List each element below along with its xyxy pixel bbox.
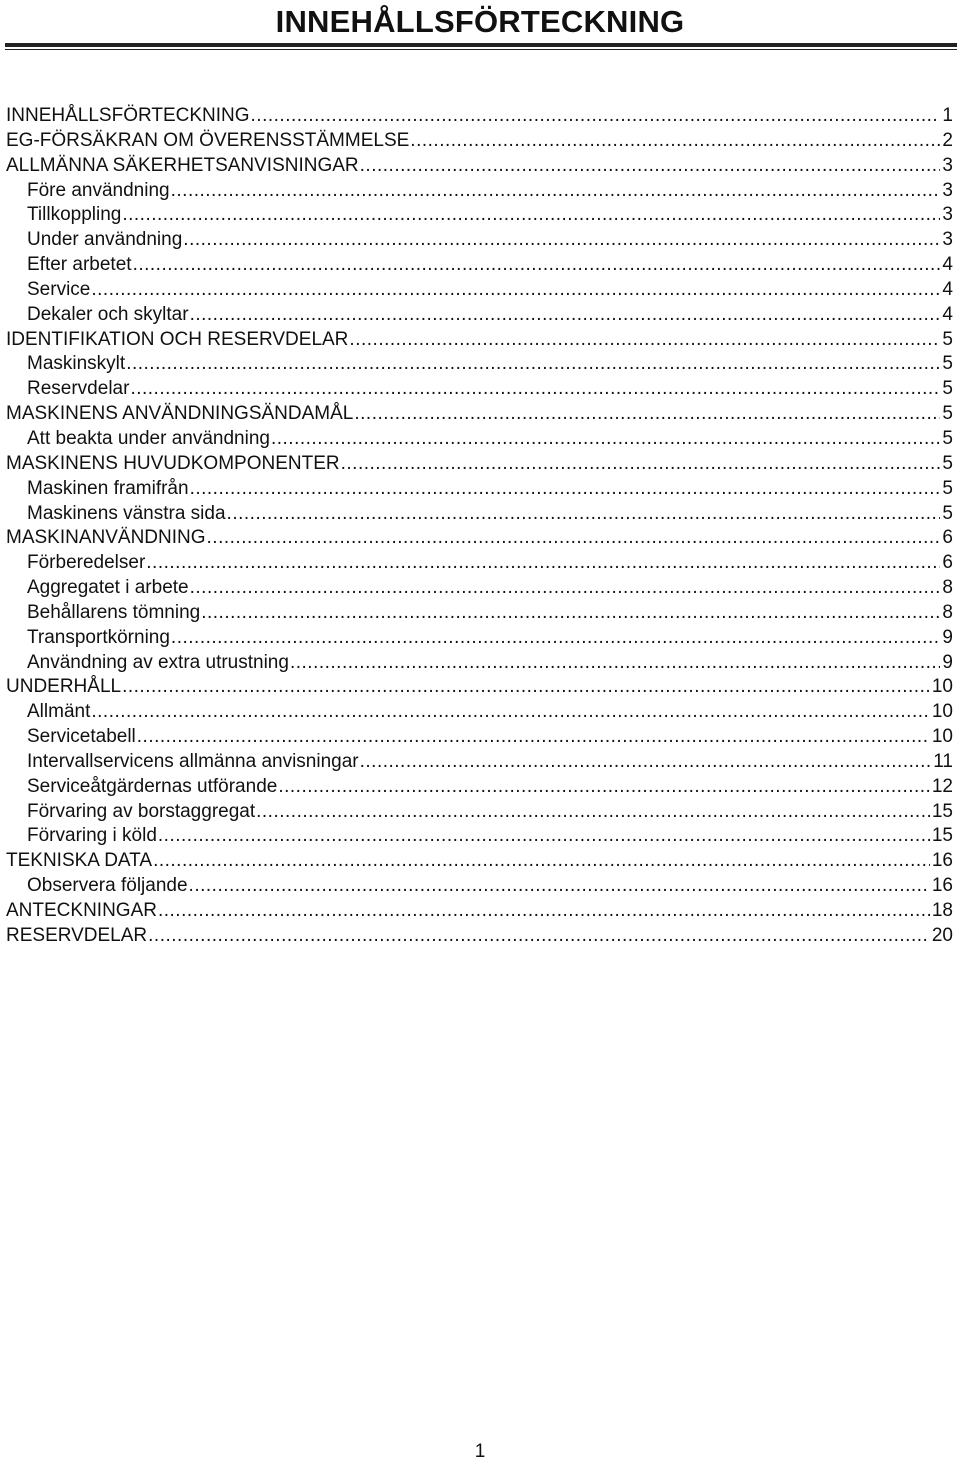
toc-entry[interactable] [6,502,953,527]
toc-entry-page: 5 [942,378,953,400]
toc-dot-leader [227,502,941,527]
toc-entry[interactable] [6,303,953,328]
toc-dot-leader [349,328,940,353]
toc-entry[interactable] [6,278,953,303]
toc-dot-leader [133,253,941,278]
toc-entry[interactable] [6,651,953,676]
toc-entry[interactable] [6,203,953,228]
toc-entry-label: ANTECKNINGAR [6,900,157,921]
toc-entry-label: Behållarens tömning [27,601,201,623]
title-divider [5,43,957,50]
toc-dot-leader [251,104,941,129]
toc-entry-label: Observera följande [27,875,188,897]
toc-entry-label: Förvaring i köld [27,825,157,847]
toc-entry-label: Användning av extra utrustning [27,651,289,673]
toc-entry-page: 5 [942,502,953,524]
toc-entry[interactable] [6,775,953,800]
table-of-contents [6,104,953,949]
toc-entry-page: 3 [942,204,953,226]
toc-dot-leader [122,675,930,700]
toc-entry-page: 9 [942,651,953,673]
toc-entry-page: 3 [942,154,953,176]
toc-entry[interactable] [6,700,953,725]
toc-entry[interactable] [6,477,953,502]
toc-entry-page: 9 [942,626,953,648]
toc-entry-label: MASKINANVÄNDNING [6,527,206,549]
toc-entry-page: 8 [942,577,953,599]
toc-dot-leader [207,526,941,551]
toc-entry[interactable] [6,800,953,825]
toc-entry-page: 15 [931,800,953,822]
toc-entry[interactable] [6,750,953,775]
toc-entry-page: 18 [931,900,953,921]
toc-entry[interactable] [6,626,953,651]
toc-dot-leader [410,129,940,154]
toc-entry[interactable] [6,576,953,601]
toc-entry[interactable] [6,328,953,353]
toc-entry-label: Dekaler och skyltar [27,303,189,325]
toc-entry-page: 5 [942,353,953,375]
toc-dot-leader [146,551,940,576]
toc-entry-label: Reservdelar [27,378,130,400]
toc-dot-leader [190,576,941,601]
toc-entry-page: 1 [942,105,953,126]
toc-entry-label: ALLMÄNNA SÄKERHETSANVISNINGAR [6,154,359,176]
toc-entry-label: Service [27,278,91,300]
toc-dot-leader [171,626,941,651]
toc-entry-label: TEKNISKA DATA [6,850,153,872]
toc-entry[interactable] [6,253,953,278]
toc-dot-leader [360,154,941,179]
toc-dot-leader [122,203,940,228]
toc-entry-label: Maskinskylt [27,353,126,375]
toc-entry-label: Under användning [27,229,183,251]
toc-entry-page: 5 [942,403,953,425]
toc-entry-label: Förberedelser [27,552,146,574]
toc-entry-label: EG-FÖRSÄKRAN OM ÖVERENSSTÄMMELSE [6,129,410,151]
toc-entry-label: Efter arbetet [27,254,132,276]
toc-entry[interactable] [6,377,953,402]
toc-dot-leader [271,427,940,452]
toc-entry-label: Servicetabell [27,726,136,748]
toc-entry-page: 5 [942,477,953,499]
toc-dot-leader [183,228,940,253]
toc-entry[interactable] [6,427,953,452]
toc-entry[interactable] [6,824,953,849]
toc-dot-leader [290,651,940,676]
toc-entry-page: 16 [931,850,953,872]
toc-entry-label: UNDERHÅLL [6,676,122,698]
toc-entry-label: Intervallservicens allmänna anvisningar [27,750,359,772]
toc-entry-page: 5 [942,427,953,449]
toc-entry-page: 12 [931,775,953,797]
toc-entry-label: MASKINENS HUVUDKOMPONENTER [6,452,340,474]
toc-entry[interactable] [6,154,953,179]
toc-dot-leader [130,377,940,402]
toc-entry-page: 4 [942,254,953,276]
toc-entry-label: Förvaring av borstaggregat [27,800,256,822]
page-number: 1 [474,1441,486,1462]
toc-dot-leader [354,402,940,427]
toc-entry-page: 2 [942,129,953,151]
toc-entry[interactable] [6,675,953,700]
toc-entry-page: 16 [931,875,953,897]
toc-dot-leader [158,824,930,849]
toc-entry[interactable] [6,899,953,924]
toc-entry-page: 11 [933,750,953,772]
toc-dot-leader [360,750,932,775]
toc-entry-label: MASKINENS ANVÄNDNINGSÄNDAMÅL [6,403,354,425]
toc-entry[interactable] [6,228,953,253]
toc-entry[interactable] [6,402,953,427]
toc-entry-page: 15 [931,825,953,847]
toc-entry-label: Allmänt [27,701,91,723]
toc-entry-label: Transportkörning [27,626,170,648]
toc-entry-label: Tillkoppling [27,204,122,226]
toc-dot-leader [201,601,940,626]
toc-dot-leader [256,800,930,825]
toc-entry-label: RESERVDELAR [6,924,148,946]
toc-entry[interactable] [6,129,953,154]
toc-entry-page: 3 [942,179,953,201]
page-title: INNEHÅLLSFÖRTECKNING [275,4,685,39]
toc-entry-label: Att beakta under användning [27,427,270,449]
toc-dot-leader [158,899,930,924]
toc-entry[interactable] [6,104,953,129]
toc-entry-label: Maskinens vänstra sida [27,502,226,524]
toc-dot-leader [153,849,930,874]
toc-dot-leader [190,477,941,502]
toc-entry[interactable] [6,179,953,204]
toc-entry-page: 6 [942,527,953,549]
toc-entry-label: Före användning [27,179,170,201]
toc-entry[interactable] [6,526,953,551]
toc-dot-leader [190,303,941,328]
toc-dot-leader [91,700,930,725]
toc-dot-leader [91,278,940,303]
toc-entry-label: Aggregatet i arbete [27,577,189,599]
toc-entry[interactable] [6,874,953,899]
toc-entry[interactable] [6,849,953,874]
toc-entry-page: 10 [931,676,953,698]
toc-entry[interactable] [6,601,953,626]
toc-dot-leader [189,874,930,899]
toc-entry[interactable] [6,725,953,750]
toc-dot-leader [171,179,941,204]
toc-entry-page: 5 [942,328,953,350]
toc-entry-page: 8 [942,601,953,623]
toc-entry-label: IDENTIFIKATION OCH RESERVDELAR [6,328,349,350]
toc-dot-leader [148,924,930,949]
toc-entry-page: 5 [942,452,953,474]
toc-dot-leader [137,725,930,750]
toc-entry[interactable] [6,551,953,576]
toc-entry-label: Maskinen framifrån [27,477,189,499]
toc-dot-leader [126,352,940,377]
toc-dot-leader [278,775,930,800]
toc-entry-page: 10 [931,726,953,748]
toc-entry-page: 4 [942,278,953,300]
toc-entry[interactable] [6,352,953,377]
toc-entry-page: 6 [942,552,953,574]
toc-entry-page: 3 [942,229,953,251]
toc-entry-page: 10 [931,701,953,723]
toc-entry-label: INNEHÅLLSFÖRTECKNING [6,105,250,126]
toc-entry[interactable] [6,452,953,477]
toc-entry-page: 4 [942,303,953,325]
toc-entry[interactable] [6,924,953,949]
toc-entry-page: 20 [931,924,953,946]
toc-dot-leader [341,452,941,477]
toc-entry-label: Serviceåtgärdernas utförande [27,775,278,797]
